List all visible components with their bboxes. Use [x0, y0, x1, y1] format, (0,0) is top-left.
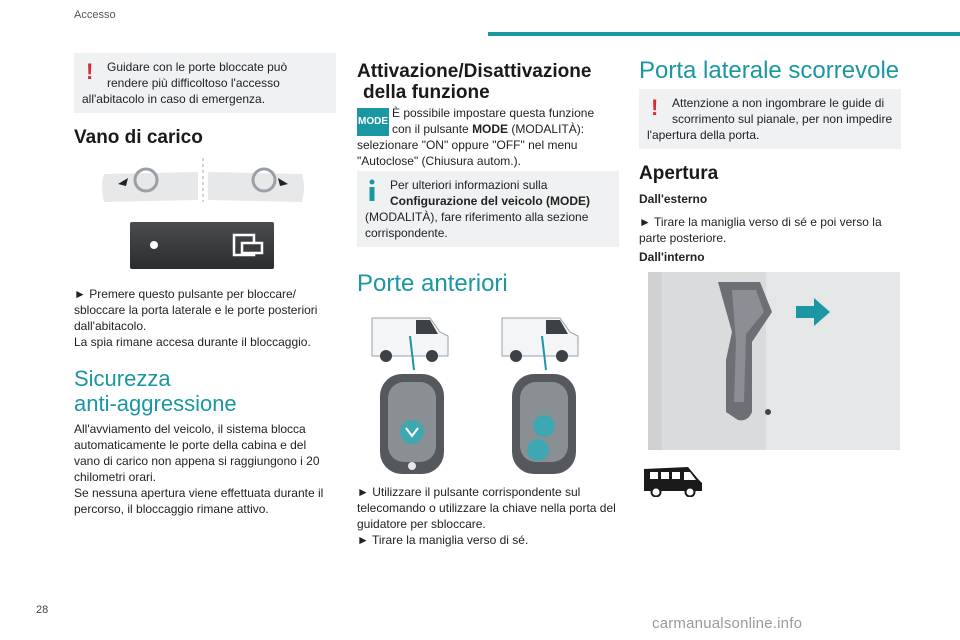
info-icon — [368, 179, 376, 201]
front-doors-illustration — [370, 308, 610, 478]
page-number: 28 — [36, 604, 49, 616]
heading-vano-di-carico: Vano di carico — [74, 127, 203, 148]
warning-icon: ! — [651, 95, 659, 120]
warning-box-scorrevole: ! Attenzione a non ingombrare le guide di scorrimento sul pianale, per non impedire l'apertura della porta. — [639, 89, 901, 149]
info-box: Per ulteriori informazioni sulla Configurazione del veicolo (MODE) (MODALITÀ), fare riferimento alla sezione corrispondente. — [357, 171, 619, 247]
heading-porta-scorrevole: Porta laterale scorrevole — [639, 57, 900, 84]
heading-attivazione: Attivazione/Disattivazione della funzione — [357, 61, 592, 103]
heading-porte-anteriori: Porte anteriori — [357, 270, 508, 297]
sub-esterno: Dall'esterno — [639, 192, 708, 206]
interior-handle-illustration — [648, 272, 900, 450]
heading-sicurezza: Sicurezza anti-aggressione — [74, 366, 237, 416]
running-header: Accesso — [74, 9, 116, 21]
header-accent-bar — [488, 32, 960, 36]
sicurezza-text: All'avviamento del veicolo, il sistema blocca automaticamente le porte della cabina e del vano di carico non appena si raggiungono i 20 chilometri orari. Se nessuna apertura viene effettuata durante il percorso, il bloccaggio rimane attivo. — [74, 422, 324, 516]
warning-text-line3: all'abitacolo in caso di emergenza. — [82, 92, 266, 106]
dashboard-left — [102, 172, 198, 202]
sub-interno: Dall'interno — [639, 250, 705, 264]
porte-text: ► Utilizzare il pulsante corrispondente sul telecomando o utilizzare la chiave nella porta del guidatore per sbloccare. ► Tirare la maniglia verso di sé. — [357, 485, 616, 547]
key-fob-left — [380, 374, 444, 474]
vano-instructions: ► Premere questo pulsante per bloccare/ sbloccare la porta laterale e le porte posteriori dall'abitacolo. La spia rimane accesa durante il bloccaggio. — [74, 287, 318, 349]
warning-box — [74, 53, 336, 113]
minibus-icon — [640, 463, 706, 497]
key-fob-right — [512, 374, 576, 474]
cargo-lock-icon — [234, 235, 262, 255]
indicator-light-icon — [150, 241, 158, 249]
warning-text: Guidare con le porte bloccate può rendere più difficoltoso l'accesso — [107, 60, 288, 90]
mode-icon: MODE — [357, 108, 389, 136]
mode-text: È possibile impostare questa funzione con il pulsante MODE (MODALITÀ): selezionare "ON" oppure "OFF" nel menu "Autoclose" (Chiusura autom.). — [357, 106, 595, 168]
warning-icon: ! — [86, 59, 94, 84]
dashboard-illustration — [98, 156, 308, 204]
lock-button-illustration — [130, 222, 274, 269]
heading-apertura: Apertura — [639, 163, 719, 184]
esterno-text: ► Tirare la maniglia verso di sé e poi verso la parte posteriore. — [639, 215, 882, 245]
van-right-icon — [502, 318, 578, 362]
watermark: carmanualsonline.info — [652, 615, 803, 632]
